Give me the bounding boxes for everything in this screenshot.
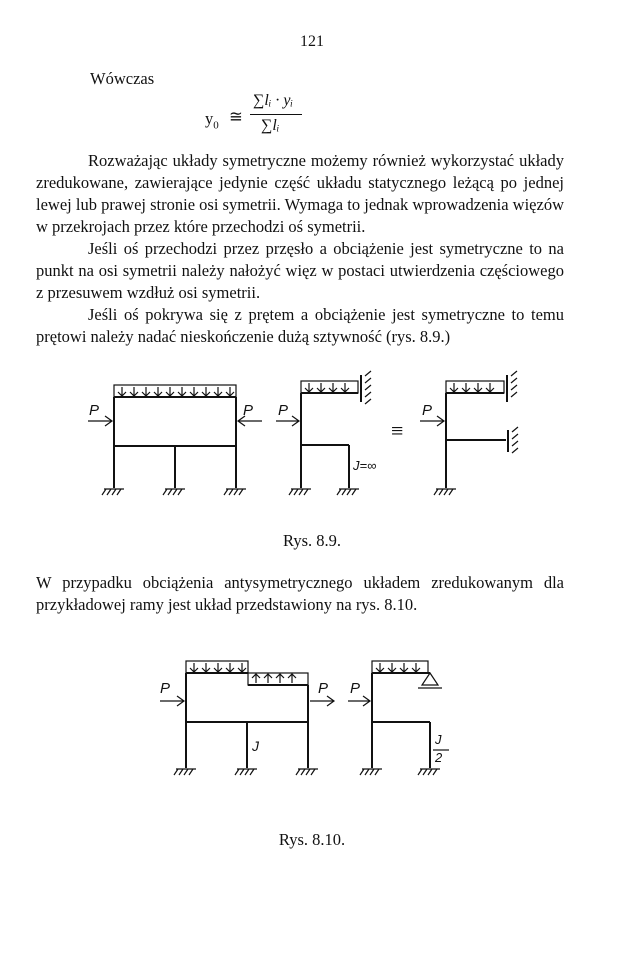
supports-4 <box>174 769 318 775</box>
force-arrow-7 <box>348 696 370 706</box>
paragraph-4: W przypadku obciążenia antysymetrycznego układem zredukowanym dla przykładowej ramy jest układ przedstawiony na rys. 8.10. <box>36 573 564 614</box>
roller-support <box>418 673 442 688</box>
paragraph-2: Jeśli oś przechodzi przez przęsło a obciążenie jest symetryczne to na punkt na osi symetrii należy nałożyć więz w postaci utwierdzenia częściowego z przesuwem wzdłuż osi symetrii. <box>36 239 564 302</box>
force-label-p1: P <box>89 402 100 419</box>
force-label-p7: P <box>350 680 361 697</box>
page-number: 121 <box>300 33 324 50</box>
frame-antisym-half <box>348 661 449 775</box>
force-label-p4: P <box>422 402 433 419</box>
formula-lhs: $y_0$ <box>205 109 219 132</box>
formula-denominator: ∑lᵢ <box>261 117 280 134</box>
force-label-p2: P <box>243 402 254 419</box>
force-label-p3: P <box>278 402 289 419</box>
supports-5 <box>360 769 440 775</box>
stiffness-label-j: J <box>252 738 259 754</box>
paragraph-1: Rozważając układy symetryczne możemy również wykorzystać układy zredukowane, zawierające jedynie część układu statycznego leżącą po jednej lewej lub prawej stronie osi symetrii. Wymaga to jednak wprowadzenia więzów w przekrojach przez które przechodzi oś symetrii. <box>36 151 564 236</box>
frame-5-members <box>372 673 430 768</box>
formula-numerator: ∑lᵢ · yᵢ <box>253 92 294 109</box>
paragraph-3: Jeśli oś pokrywa się z prętem a obciążenie jest symetryczne to temu prętowi należy nadać nieskończenie dużą sztywność (rys. 8.9.) <box>36 305 564 346</box>
stiffness-label: J=∞ <box>353 458 377 473</box>
frame-antisym-full <box>160 661 334 775</box>
stiffness-label-j-num: J <box>435 732 442 747</box>
caption-fig-8-9: Rys. 8.9. <box>282 531 342 550</box>
stiffness-label-j-den: 2 <box>435 750 443 765</box>
equivalence-sign: ≡ <box>391 418 404 443</box>
force-arrow-6 <box>310 696 334 706</box>
formula-relation: ≅ <box>229 107 243 126</box>
force-label-p6: P <box>318 680 329 697</box>
caption-fig-8-10: Rys. 8.10. <box>278 830 346 849</box>
intro-word: Wówczas <box>90 69 155 88</box>
force-label-p5: P <box>160 680 171 697</box>
frame-4-members <box>186 673 308 768</box>
force-arrow-5 <box>160 696 184 706</box>
